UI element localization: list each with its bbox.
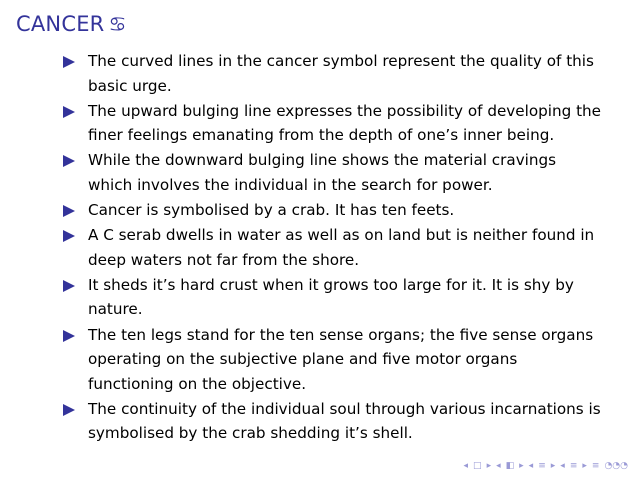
nav-frame-icon[interactable]: □ — [473, 461, 482, 471]
beamer-navigation-bar — [464, 461, 628, 471]
nav-next-frame-icon[interactable]: ▸ — [486, 461, 492, 471]
nav-prev-subsection-icon[interactable]: ◂ — [496, 461, 501, 471]
bullet-text: While the downward bulging line shows the material cravings which involves the individual in the search for power. — [88, 151, 557, 194]
nav-search-icon[interactable]: ◔◔◔ — [604, 461, 628, 471]
nav-appendix-icon[interactable]: ≡ — [591, 461, 600, 471]
bullet-text: A C serab dwells in water as well as on land but is neither found in deep waters not far from the shore. — [88, 226, 595, 269]
bullet-list — [63, 49, 603, 447]
nav-next-document-icon[interactable]: ▸ — [582, 461, 587, 471]
bullet-item — [63, 323, 603, 397]
bullet-item — [63, 148, 603, 197]
bullet-triangle-icon — [63, 330, 75, 342]
bullet-triangle-icon — [63, 155, 75, 167]
bullet-triangle-icon — [63, 404, 75, 416]
bullet-item — [63, 198, 603, 223]
bullet-text: It sheds it’s hard crust when it grows too large for it. It is shy by nature. — [88, 275, 574, 319]
nav-prev-frame-icon[interactable]: ◂ — [463, 461, 469, 471]
nav-prev-section-icon[interactable]: ◂ — [528, 461, 534, 471]
bullet-item — [63, 397, 603, 446]
slide-title — [16, 12, 127, 36]
nav-prev-document-icon[interactable]: ◂ — [560, 461, 565, 471]
bullet-item — [63, 223, 603, 272]
bullet-triangle-icon — [63, 205, 75, 217]
slide-title-text: CANCER — [16, 12, 105, 36]
nav-section-icon[interactable]: ≡ — [538, 461, 546, 471]
bullet-text: The continuity of the individual soul through various incarnations is symbolised by the crab shedding it’s shell. — [88, 399, 601, 443]
bullet-text: The ten legs stand for the ten sense organs; the five sense organs operating on the subjective plane and five motor organs functioning on the objective. — [88, 325, 594, 393]
bullet-item — [63, 273, 603, 322]
nav-next-subsection-icon[interactable]: ▸ — [519, 461, 524, 471]
bullet-triangle-icon — [63, 280, 75, 292]
bullet-item — [63, 49, 603, 98]
bullet-triangle-icon — [63, 56, 75, 68]
bullet-item — [63, 99, 603, 148]
nav-next-section-icon[interactable]: ▸ — [550, 461, 556, 471]
bullet-text: Cancer is symbolised by a crab. It has ten feets. — [88, 201, 455, 220]
nav-document-icon[interactable]: ≡ — [569, 461, 578, 471]
nav-subsection-icon[interactable]: ◧ — [505, 461, 515, 471]
bullet-text: The curved lines in the cancer symbol represent the quality of this basic urge. — [88, 52, 594, 95]
bullet-text: The upward bulging line expresses the possibility of developing the finer feelings emanating from the depth of one’s inner being. — [88, 101, 602, 145]
bullet-triangle-icon — [63, 106, 75, 118]
cancer-symbol-icon: ♋ — [108, 12, 127, 36]
bullet-triangle-icon — [63, 230, 75, 242]
